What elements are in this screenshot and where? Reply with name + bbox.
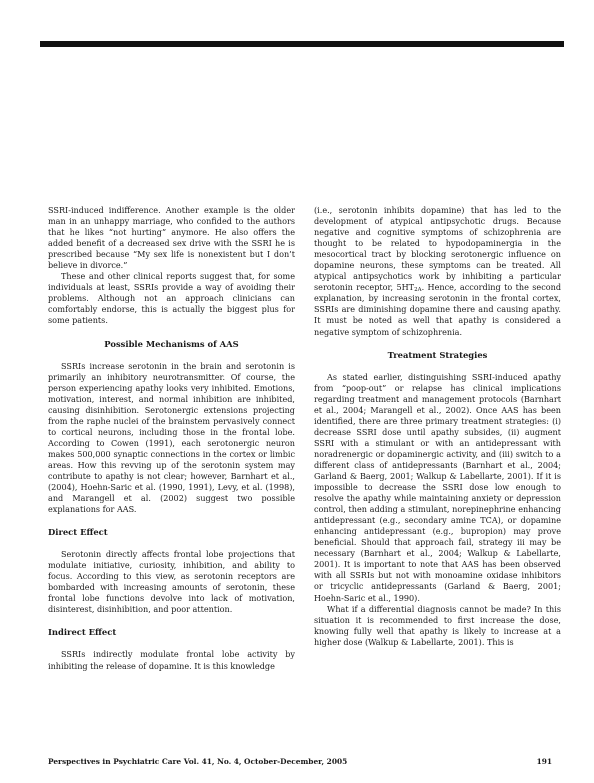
paragraph: SSRIs indirectly modulate frontal lobe activity by inhibiting the release of dopamine. It is this knowledge (48, 649, 295, 671)
paragraph: These and other clinical reports suggest that, for some individuals at least, SSRIs provide a way of avoiding their problems. Although not an approach clinicians can comfortably endorse, this is actually the biggest plus for some patients. (48, 271, 295, 326)
paragraph: SSRIs increase serotonin in the brain and serotonin is primarily an inhibitory neurotransmitter. Of course, the person experiencing apathy looks very inhibited. Emotions, motivation, interest, and normal inhibition are inhibited, causing disinhibition. Serotonergic extensions projecting from the raphe nuclei of the brainstem pervasively connect to cortical neurons, including those in the frontal lobe. According to Cowen (1991), each serotonergic neuron makes 500,000 synaptic connections in the cortex or limbic areas. How this revving up of the serotonin system may contribute to apathy is not clear; however, Barnhart et al., (2004), Hoehn-Saric et al. (1990, 1991), Levy, et al. (1998), and Marangell et al. (2002) suggest two possible explanations for AAS. (48, 360, 295, 515)
journal-citation: Perspectives in Psychiatric Care Vol. 41, No. 4, October-December, 2005 (48, 757, 348, 766)
paragraph: What if a differential diagnosis cannot be made? In this situation it is recommended to first increase the dose, knowing fully well that apathy is likely to increase at a higher dose (Walkup & Labellarte, 2001). This is (314, 603, 561, 647)
paragraph: Serotonin directly affects frontal lobe projections that modulate initiative, curiosity, inhibition, and ability to focus. According to this view, as serotonin receptors are bombarded with increasing amounts of serotonin, these frontal lobe functions devolve into lack of motivation, disinterest, disinhibition, and poor attention. (48, 549, 295, 615)
right-column (314, 205, 561, 648)
page-number: 191 (536, 757, 552, 766)
paragraph: As stated earlier, distinguishing SSRI-induced apathy from “poop-out” or relapse has clinical implications regarding treatment and management protocols (Barnhart et al., 2004; Marangell et al., 2002). Once AAS has been identified, there are three primary treatment strategies: (i) decrease SSRI dose until apathy subsides, (ii) augment SSRI with a stimulant or with an antidepressant with noradrenergic or dopaminergic activity, and (iii) switch to a different class of antidepressants (Barnhart et al., 2004; Garland & Baerg, 2001; Walkup & Labellarte, 2001). If it is impossible to decrease the SSRI dose low enough to resolve the apathy while maintaining anxiety or depression control, then adding a stimulant, norepinephrine enhancing antidepressant (e.g., secondary amine TCA), or dopamine enhancing antidepressant (e.g., bupropion) may prove beneficial. Should that approach fail, strategy iii may be necessary (Barnhart et al., 2004; Walkup & Labellarte, 2001). It is important to note that AAS has been observed with all SSRIs but not with monoamine oxidase inhibitors or tricyclic antidepressants (Garland & Baerg, 2001; Hoehn-Saric et al., 1990). (314, 371, 561, 603)
section-heading: Treatment Strategies (387, 349, 488, 360)
subsection-heading: Direct Effect (48, 527, 108, 538)
page-footer (48, 757, 552, 766)
section-heading: Possible Mechanisms of AAS (104, 338, 239, 349)
header-rule (40, 41, 564, 47)
left-column (48, 205, 295, 672)
paragraph: (i.e., serotonin inhibits dopamine) that has led to the development of atypical antipsychotic drugs. Because negative and cognitive symptoms of schizophrenia are thought to be related to hypodopaminergia in the mesocortical tract by blocking serotonergic influence on dopamine neurons, these symptoms can be treated. All atypical antipsychotics work by inhibiting a particular serotonin receptor, $5HT_{2A}$. Hence, according to the second explanation, by increasing serotonin in the frontal cortex, SSRIs are diminishing dopamine there and causing apathy. It must be noted as well that apathy is considered a negative symptom of schizophrenia. (314, 205, 561, 337)
paragraph: SSRI-induced indifference. Another example is the older man in an unhappy marriage, who confided to the authors that he likes “not hurting” anymore. He also offers the added benefit of a decreased sex drive with the SSRI he is prescribed because “My sex life is nonexistent but I don’t believe in divorce.” (48, 205, 295, 271)
subsection-heading: Indirect Effect (48, 627, 117, 638)
